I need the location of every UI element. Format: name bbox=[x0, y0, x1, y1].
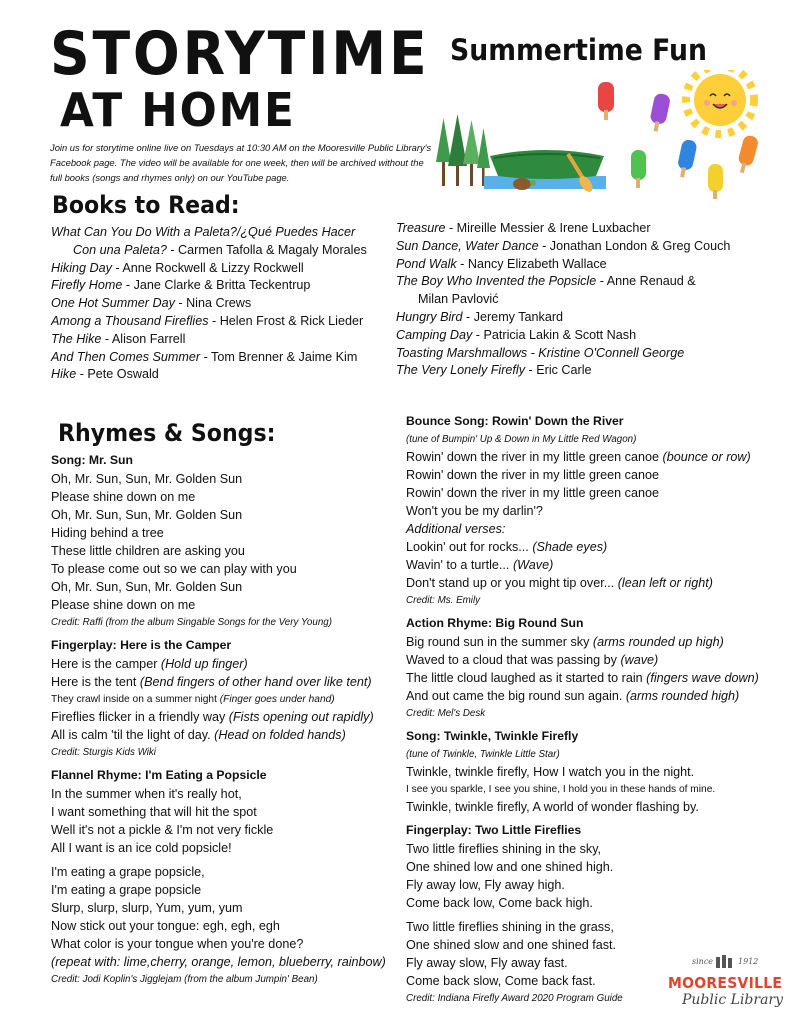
book-authors: - Jonathan London & Greg Couch bbox=[538, 238, 731, 253]
rhyme-line bbox=[51, 803, 401, 821]
book-authors: - Anne Rockwell & Lizzy Rockwell bbox=[111, 260, 304, 275]
library-building-icon bbox=[715, 955, 733, 968]
popsicle-yellow-icon bbox=[708, 164, 723, 199]
book-entry bbox=[51, 260, 391, 278]
rhyme-line bbox=[51, 524, 401, 542]
rhyme-text: I want something that will hit the spot bbox=[51, 805, 257, 819]
rhyme-line bbox=[51, 881, 401, 899]
rhyme-text: Song: Mr. Sun bbox=[51, 453, 133, 467]
rhyme-text: Please shine down on me bbox=[51, 598, 196, 612]
book-authors: - Tom Brenner & Jaime Kim bbox=[200, 349, 358, 364]
rhyme-line bbox=[406, 538, 781, 556]
rhyme-action: (arms rounded up high) bbox=[592, 635, 724, 649]
rhyme-text: Fly away low, Fly away high. bbox=[406, 878, 565, 892]
rhyme-title bbox=[51, 636, 401, 655]
rhyme-line bbox=[406, 520, 781, 538]
rhyme-title bbox=[406, 727, 781, 746]
rhyme-text: Won't you be my darlin'? bbox=[406, 504, 543, 518]
rhyme-line bbox=[51, 506, 401, 524]
rhyme-text: Fingerplay: Here is the Camper bbox=[51, 638, 232, 652]
rhyme-line bbox=[51, 542, 401, 560]
rhyme-action: (arms rounded high) bbox=[625, 689, 740, 703]
rhyme-text: The little cloud laughed as it started to rain bbox=[406, 671, 647, 685]
rhyme-text: In the summer when it's really hot, bbox=[51, 787, 242, 801]
book-entry bbox=[51, 331, 391, 349]
rhyme-credit bbox=[406, 431, 781, 448]
rhyme-action: (Shade eyes) bbox=[532, 540, 608, 554]
rhyme-text: Fly away slow, Fly away fast. bbox=[406, 956, 568, 970]
rhyme-credit bbox=[406, 746, 781, 763]
rhymes-column-left bbox=[51, 446, 401, 988]
book-title: Sun Dance, Water Dance bbox=[396, 238, 539, 253]
rhyme-text: Credit: Raffi (from the album Singable Songs for the Very Young) bbox=[51, 617, 332, 628]
rhyme-title bbox=[51, 766, 401, 785]
book-title: The Boy Who Invented the Popsicle bbox=[396, 274, 597, 289]
rhyme-action: (Hold up finger) bbox=[160, 657, 248, 671]
rhyme-text: Two little fireflies shining in the grass, bbox=[406, 920, 614, 934]
rhyme-credit bbox=[51, 971, 401, 988]
book-entry bbox=[51, 295, 391, 313]
rhyme-text: Oh, Mr. Sun, Sun, Mr. Golden Sun bbox=[51, 508, 243, 522]
book-entry bbox=[51, 366, 391, 384]
sun-icon bbox=[686, 70, 754, 134]
rhyme-line bbox=[406, 687, 781, 705]
rhyme-title bbox=[406, 614, 781, 633]
book-entry bbox=[51, 313, 391, 331]
rhymes-column-right bbox=[406, 407, 784, 1008]
rhyme-line bbox=[51, 821, 401, 839]
page-subtitle: Summertime Fun bbox=[450, 33, 708, 67]
book-entry bbox=[396, 327, 776, 345]
rhyme-text: Wavin' to a turtle... bbox=[406, 558, 513, 572]
rhyme-text: Additional verses: bbox=[406, 522, 506, 536]
rhyme-credit bbox=[406, 592, 781, 609]
book-title: And Then Comes Summer bbox=[51, 349, 201, 364]
rhyme-line bbox=[51, 899, 401, 917]
rhyme-credit bbox=[51, 744, 401, 761]
book-title: Hungry Bird bbox=[396, 309, 463, 324]
book-title: Firefly Home bbox=[51, 278, 123, 293]
rhyme-text: And out came the big round sun again. bbox=[406, 689, 626, 703]
rhyme-action: (fingers wave down) bbox=[646, 671, 759, 685]
rhyme-line bbox=[406, 876, 781, 894]
rhyme-text: Credit: Sturgis Kids Wiki bbox=[51, 747, 156, 758]
rhyme-line bbox=[51, 785, 401, 803]
rhyme-text: Fireflies flicker in a friendly way bbox=[51, 710, 229, 724]
library-logo-name: MOORESVILLE bbox=[668, 974, 783, 992]
rhyme-text: Oh, Mr. Sun, Sun, Mr. Golden Sun bbox=[51, 580, 243, 594]
page-title: STORYTIME bbox=[50, 19, 430, 89]
rhyme-line bbox=[406, 502, 781, 520]
summer-illustration bbox=[436, 70, 776, 200]
rhyme-text: Come back low, Come back high. bbox=[406, 896, 593, 910]
rhyme-line bbox=[51, 917, 401, 935]
book-entry bbox=[51, 277, 391, 295]
book-title: Con una Paleta? bbox=[73, 242, 167, 257]
rhyme-text: To please come out so we can play with you bbox=[51, 562, 297, 576]
rhyme-line bbox=[51, 560, 401, 578]
book-authors: - Pete Oswald bbox=[76, 367, 159, 382]
book-authors: - Patricia Lakin & Scott Nash bbox=[472, 327, 637, 342]
rhyme-text: Twinkle, twinkle firefly, A world of wonder flashing by. bbox=[406, 800, 699, 814]
rhyme-text: (tune of Twinkle, Twinkle Little Star) bbox=[406, 749, 560, 760]
book-entry bbox=[51, 349, 391, 367]
book-title: Treasure bbox=[396, 221, 446, 235]
book-entry bbox=[396, 273, 776, 291]
rhyme-text: Credit: Jodi Koplin's Jigglejam (from the album Jumpin' Bean) bbox=[51, 974, 318, 985]
book-authors: - Nina Crews bbox=[174, 296, 252, 311]
rhyme-text: Big round sun in the summer sky bbox=[406, 635, 593, 649]
rhyme-line bbox=[406, 858, 781, 876]
rhyme-text: Song: Twinkle, Twinkle Firefly bbox=[406, 729, 579, 743]
book-authors: - Carmen Tafolla & Magaly Morales bbox=[166, 242, 367, 257]
rhyme-line bbox=[51, 935, 401, 953]
rhyme-text: (repeat with: lime,cherry, orange, lemon, blueberry, rainbow) bbox=[51, 955, 386, 969]
rhyme-line bbox=[51, 726, 401, 744]
rhyme-line bbox=[406, 763, 781, 781]
rhyme-text: Don't stand up or you might tip over... bbox=[406, 576, 618, 590]
rhyme-text: Action Rhyme: Big Round Sun bbox=[406, 616, 584, 630]
rhyme-text: Fingerplay: Two Little Fireflies bbox=[406, 823, 582, 837]
book-entry bbox=[396, 256, 776, 274]
rhyme-text: Credit: Indiana Firefly Award 2020 Program Guide bbox=[406, 993, 623, 1004]
rhyme-text: Waved to a cloud that was passing by bbox=[406, 653, 621, 667]
rhyme-text: Lookin' out for rocks... bbox=[406, 540, 533, 554]
book-title: Pond Walk bbox=[396, 256, 457, 271]
rhyme-line bbox=[406, 798, 781, 816]
rhyme-line bbox=[51, 470, 401, 488]
popsicle-blue-icon bbox=[675, 139, 698, 179]
popsicle-purple-icon bbox=[648, 92, 672, 132]
rhyme-text: Rowin' down the river in my little green canoe bbox=[406, 468, 660, 482]
rhyme-line bbox=[51, 839, 401, 857]
rhyme-text: Come back slow, Come back fast. bbox=[406, 974, 596, 988]
rhyme-line bbox=[406, 556, 781, 574]
rhyme-line bbox=[406, 669, 781, 687]
rhyme-line bbox=[406, 781, 781, 798]
rhyme-text: Here is the camper bbox=[51, 657, 161, 671]
rhyme-line bbox=[406, 894, 781, 912]
book-title: One Hot Summer Day bbox=[51, 296, 175, 311]
book-title: Camping Day bbox=[396, 327, 473, 342]
logo-year: 1912 bbox=[738, 957, 759, 966]
rhyme-action: (wave) bbox=[620, 653, 659, 667]
popsicle-red-icon bbox=[598, 82, 614, 120]
rhyme-line bbox=[51, 655, 401, 673]
rhyme-text: All I want is an ice cold popsicle! bbox=[51, 841, 232, 855]
book-authors: - Jane Clarke & Britta Teckentrup bbox=[122, 278, 311, 293]
rhyme-title bbox=[406, 412, 781, 431]
rhyme-line bbox=[406, 651, 781, 669]
rhyme-line bbox=[51, 691, 401, 708]
rhyme-text: Flannel Rhyme: I'm Eating a Popsicle bbox=[51, 768, 267, 782]
book-authors: - Helen Frost & Rick Lieder bbox=[208, 313, 364, 328]
rhyme-line bbox=[51, 673, 401, 691]
rhyme-line bbox=[51, 488, 401, 506]
book-authors: - Anne Renaud & bbox=[596, 274, 696, 289]
rhyme-line bbox=[406, 840, 781, 858]
rhyme-text: I'm eating a grape popsicle bbox=[51, 883, 202, 897]
book-entry bbox=[396, 309, 776, 327]
rhyme-text: Credit: Ms. Emily bbox=[406, 595, 481, 606]
popsicle-orange-icon bbox=[735, 134, 759, 175]
book-authors: - Alison Farrell bbox=[101, 331, 186, 346]
rhyme-text: Credit: Mel's Desk bbox=[406, 708, 486, 719]
rhyme-title bbox=[51, 451, 401, 470]
book-entry bbox=[396, 220, 776, 238]
trees-icon bbox=[436, 114, 490, 186]
rhyme-line bbox=[406, 466, 781, 484]
rhyme-text: Two little fireflies shining in the sky, bbox=[406, 842, 602, 856]
books-list-right bbox=[396, 220, 776, 380]
rhyme-text: What color is your tongue when you're done? bbox=[51, 937, 304, 951]
rhyme-line bbox=[51, 863, 401, 881]
rhyme-line bbox=[406, 574, 781, 592]
rhyme-text: They crawl inside on a summer night bbox=[51, 694, 220, 705]
book-authors: - Nancy Elizabeth Wallace bbox=[456, 256, 607, 271]
books-heading: Books to Read: bbox=[52, 191, 240, 219]
rhyme-title bbox=[406, 821, 781, 840]
rhyme-action: (bounce or row) bbox=[662, 450, 751, 464]
rhyme-line bbox=[51, 953, 401, 971]
rhyme-line bbox=[406, 633, 781, 651]
book-entry bbox=[51, 224, 391, 242]
rhyme-line bbox=[51, 578, 401, 596]
rhyme-text: Slurp, slurp, slurp, Yum, yum, yum bbox=[51, 901, 243, 915]
rhyme-action: (Head on folded hands) bbox=[214, 728, 346, 742]
book-title: Hike bbox=[51, 367, 77, 382]
intro-text: Join us for storytime online live on Tuesdays at 10:30 AM on the Mooresville Public Library's Facebook page. The video will be available for one week, then will be archived without the full books (songs and rhymes only) on our YouTube page. bbox=[50, 142, 432, 183]
rhyme-text: Well it's not a pickle & I'm not very fickle bbox=[51, 823, 274, 837]
popsicle-green-icon bbox=[631, 150, 646, 188]
book-entry bbox=[396, 362, 776, 380]
rhyme-line bbox=[51, 596, 401, 614]
books-list-left bbox=[51, 224, 391, 384]
book-authors: Milan Pavlović bbox=[418, 292, 499, 307]
rhymes-heading: Rhymes & Songs: bbox=[58, 419, 276, 447]
rhyme-text: These little children are asking you bbox=[51, 544, 245, 558]
book-title: Among a Thousand Fireflies bbox=[51, 313, 209, 328]
rhyme-line bbox=[406, 936, 781, 954]
book-entry bbox=[396, 291, 776, 309]
book-title: The Very Lonely Firefly bbox=[396, 363, 526, 378]
book-authors: - Mireille Messier & Irene Luxbacher bbox=[445, 221, 651, 235]
rhyme-action: (lean left or right) bbox=[617, 576, 713, 590]
rhyme-action: (Wave) bbox=[512, 558, 554, 572]
book-title: What Can You Do With a Paleta?/¿Qué Puedes Hacer bbox=[51, 225, 356, 239]
book-entry bbox=[396, 238, 776, 256]
rhyme-text: I see you sparkle, I see you shine, I hold you in these hands of mine. bbox=[406, 784, 716, 795]
rhyme-line bbox=[406, 484, 781, 502]
page-title-line2: AT HOME bbox=[60, 83, 296, 137]
logo-since: since bbox=[692, 957, 714, 966]
book-title: The Hike bbox=[51, 331, 102, 346]
rhyme-line bbox=[406, 918, 781, 936]
book-authors: - Eric Carle bbox=[525, 363, 592, 378]
rhyme-text: One shined low and one shined high. bbox=[406, 860, 614, 874]
book-title: Hiking Day bbox=[51, 260, 112, 275]
rhyme-text: One shined slow and one shined fast. bbox=[406, 938, 617, 952]
rhyme-line bbox=[51, 708, 401, 726]
rhyme-text: (tune of Bumpin' Up & Down in My Little Red Wagon) bbox=[406, 434, 637, 445]
book-entry bbox=[51, 242, 391, 260]
rhyme-text: Bounce Song: Rowin' Down the River bbox=[406, 414, 624, 428]
rhyme-line bbox=[406, 448, 781, 466]
rhyme-text: Please shine down on me bbox=[51, 490, 196, 504]
rhyme-credit bbox=[51, 614, 401, 631]
rhyme-credit bbox=[406, 705, 781, 722]
rhyme-text: Hiding behind a tree bbox=[51, 526, 164, 540]
rhyme-text: Rowin' down the river in my little green canoe bbox=[406, 450, 663, 464]
rhyme-text: Here is the tent bbox=[51, 675, 140, 689]
rhyme-text: Now stick out your tongue: egh, egh, egh bbox=[51, 919, 280, 933]
rhyme-text: I'm eating a grape popsicle, bbox=[51, 865, 205, 879]
book-entry bbox=[396, 345, 776, 363]
library-logo-subtitle: Public Library bbox=[682, 992, 784, 1008]
book-title: Toasting Marshmallows - Kristine O'Connell George bbox=[396, 345, 685, 360]
rhyme-action: (Bend fingers of other hand over like tent) bbox=[139, 675, 372, 689]
rhyme-text: Rowin' down the river in my little green canoe bbox=[406, 486, 660, 500]
rhyme-text: Twinkle, twinkle firefly, How I watch you in the night. bbox=[406, 765, 695, 779]
rhyme-text: All is calm 'til the light of day. bbox=[51, 728, 215, 742]
rhyme-action: (Finger goes under hand) bbox=[219, 694, 335, 705]
rhyme-text: Oh, Mr. Sun, Sun, Mr. Golden Sun bbox=[51, 472, 243, 486]
book-authors: - Jeremy Tankard bbox=[462, 309, 564, 324]
rhyme-action: (Fists opening out rapidly) bbox=[228, 710, 374, 724]
